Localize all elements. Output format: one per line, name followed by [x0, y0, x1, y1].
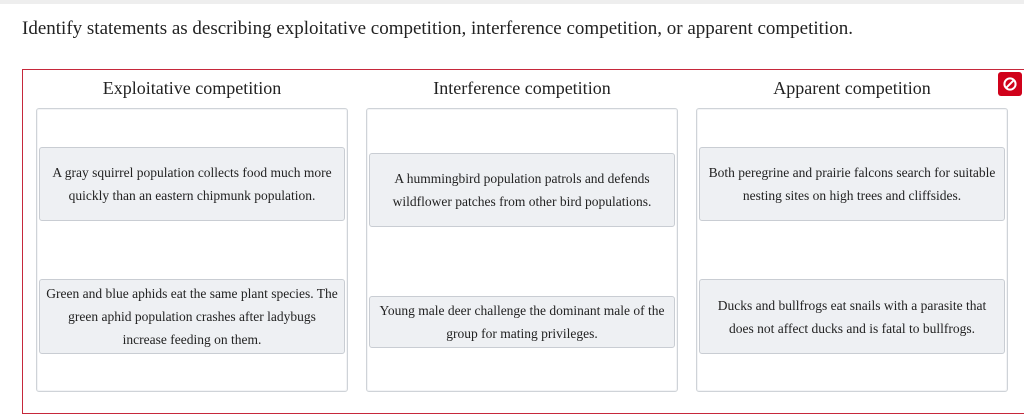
drag-drop-panel: [22, 69, 1024, 414]
column-header-exploitative: Exploitative competition: [102, 78, 282, 98]
statement-card[interactable]: Green and blue aphids eat the same plant species. The green aphid population crashes after ladybugs increase feeding on them.: [39, 279, 345, 354]
statement-card[interactable]: A hummingbird population patrols and defends wildflower patches from other bird populations.: [369, 153, 675, 227]
drop-zone-exploitative[interactable]: [36, 108, 348, 392]
drop-zone-apparent[interactable]: [696, 108, 1008, 392]
statement-card[interactable]: Ducks and bullfrogs eat snails with a parasite that does not affect ducks and is fatal to bullfrogs.: [699, 279, 1005, 354]
drop-zone-interference[interactable]: [366, 108, 678, 392]
column-header-apparent: Apparent competition: [773, 78, 931, 98]
top-divider: [0, 0, 1024, 4]
statement-card[interactable]: Both peregrine and prairie falcons search for suitable nesting sites on high trees and cliffsides.: [699, 147, 1005, 221]
statement-card[interactable]: A gray squirrel population collects food much more quickly than an eastern chipmunk population.: [39, 147, 345, 221]
statement-card[interactable]: Young male deer challenge the dominant male of the group for mating privileges.: [369, 296, 675, 348]
column-header-interference: Interference competition: [433, 78, 611, 98]
question-prompt: Identify statements as describing exploitative competition, interference competition, or apparent competition.: [22, 18, 853, 39]
